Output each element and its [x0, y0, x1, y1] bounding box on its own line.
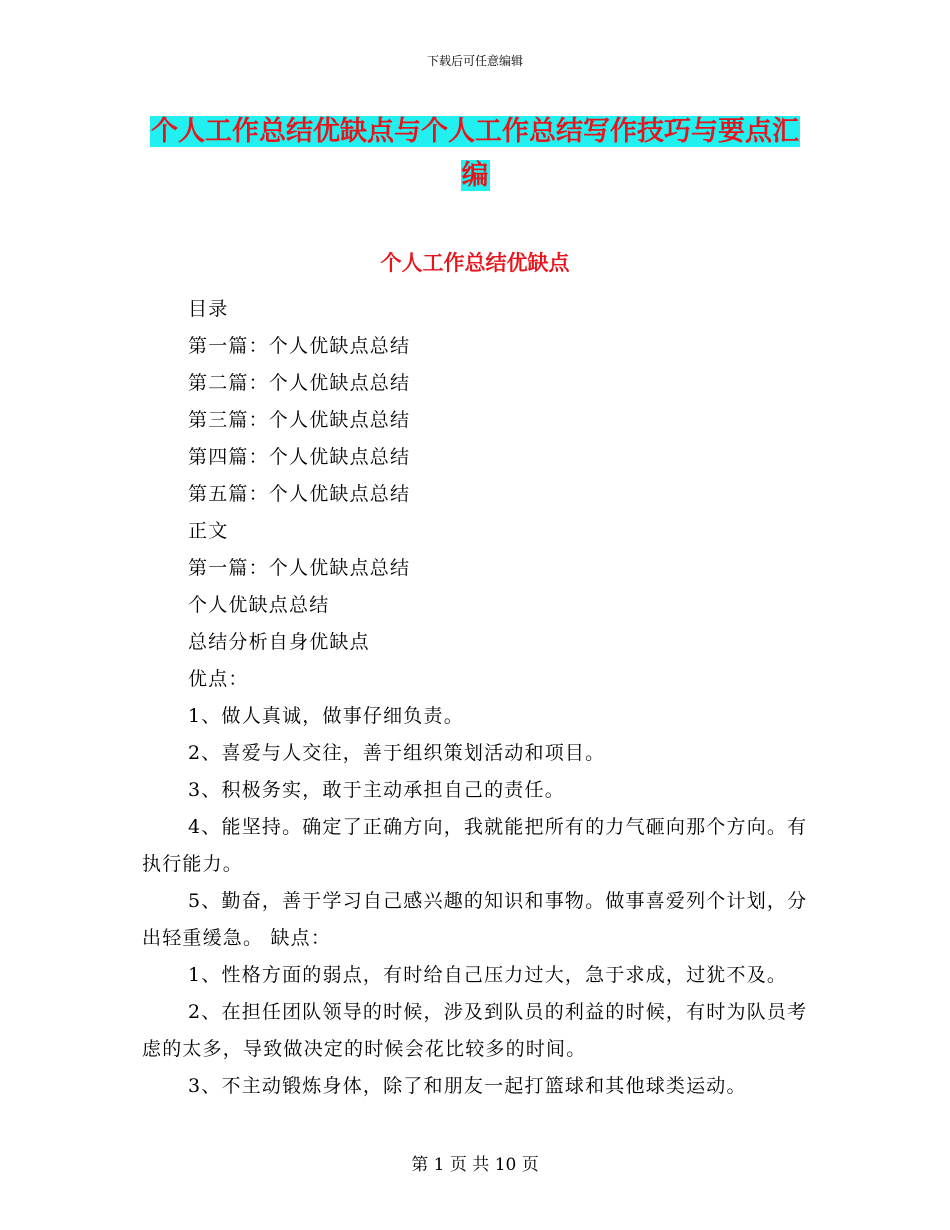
paragraph: 5、勤奋，善于学习自己感兴趣的知识和事物。做事喜爱列个计划，分出轻重缓急。 缺点：: [142, 890, 808, 949]
paragraph: 第四篇：个人优缺点总结: [188, 446, 411, 468]
paragraph: 总结分析自身优缺点: [188, 631, 370, 653]
paragraph: 正文: [188, 520, 229, 542]
paragraph: 目录: [188, 298, 229, 320]
paragraph: 1、性格方面的弱点，有时给自己压力过大，急于求成，过犹不及。: [188, 964, 788, 986]
paragraph: 第一篇：个人优缺点总结: [188, 335, 411, 357]
paragraph: 个人优缺点总结: [188, 594, 330, 616]
paragraph: 3、不主动锻炼身体，除了和朋友一起打篮球和其他球类运动。: [188, 1075, 747, 1097]
paragraph: 3、积极务实，敢于主动承担自己的责任。: [188, 779, 565, 801]
paragraph: 1、做人真诚，做事仔细负责。: [188, 705, 464, 727]
paragraph: 第二篇：个人优缺点总结: [188, 372, 411, 394]
section-title: 个人工作总结优缺点: [380, 251, 570, 275]
paragraph: 2、喜爱与人交往，善于组织策划活动和项目。: [188, 742, 606, 764]
paragraph: 4、能坚持。确定了正确方向，我就能把所有的力气砸向那个方向。有执行能力。: [142, 816, 808, 875]
document-title-text: 个人工作总结优缺点与个人工作总结写作技巧与要点汇编: [151, 116, 799, 191]
document-body: [142, 291, 810, 1105]
page-header-note: 下载后可任意编辑: [426, 54, 523, 68]
page-footer: 第 1 页 共 10 页: [411, 1155, 539, 1175]
paragraph: 第三篇：个人优缺点总结: [188, 409, 411, 431]
paragraph: 第一篇：个人优缺点总结: [188, 557, 411, 579]
paragraph: 优点：: [188, 668, 249, 690]
paragraph: 2、在担任团队领导的时候，涉及到队员的利益的时候，有时为队员考虑的太多，导致做决定的时候会花比较多的时间。: [142, 1001, 808, 1060]
document-title: [150, 110, 800, 198]
paragraph: 第五篇：个人优缺点总结: [188, 483, 411, 505]
